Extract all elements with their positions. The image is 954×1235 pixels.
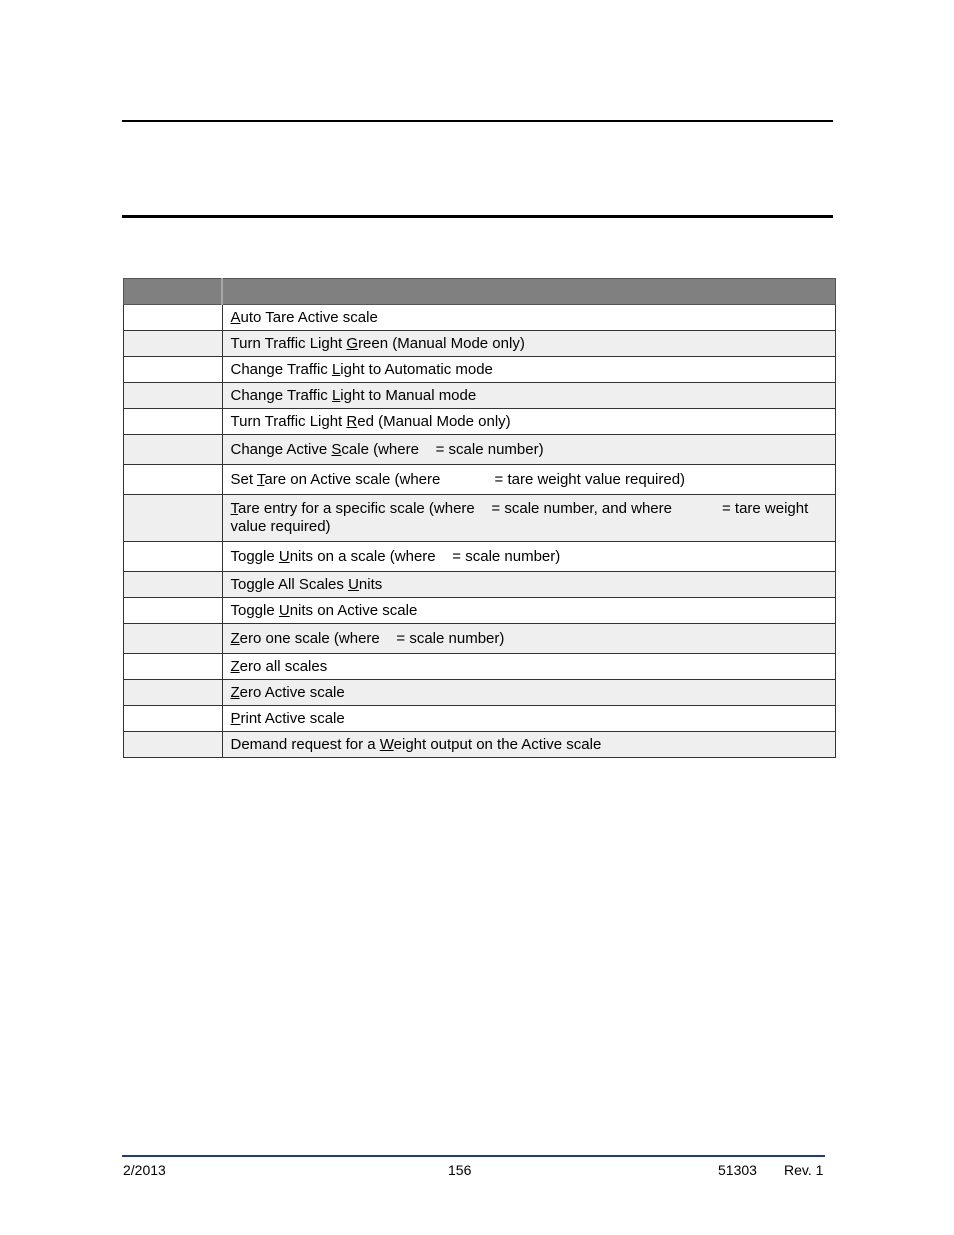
description-cell: Set Tare on Active scale (where = tare weight value required) bbox=[222, 465, 836, 495]
command-cell bbox=[124, 706, 223, 732]
table-header-row bbox=[124, 279, 836, 305]
table-row bbox=[124, 305, 836, 331]
description-cell: Zero one scale (where = scale number) bbox=[222, 624, 836, 654]
description-cell: Change Traffic Light to Manual mode bbox=[222, 383, 836, 409]
description-cell: Change Traffic Light to Automatic mode bbox=[222, 357, 836, 383]
footer-doc-number: 51303 bbox=[718, 1162, 757, 1178]
description-cell: Toggle Units on Active scale bbox=[222, 598, 836, 624]
table-row bbox=[124, 331, 836, 357]
table-row bbox=[124, 383, 836, 409]
footer-page-number: 156 bbox=[448, 1162, 472, 1178]
table-row bbox=[124, 495, 836, 542]
footer-date: 2/2013 bbox=[123, 1162, 166, 1178]
description-cell: Toggle All Scales Units bbox=[222, 572, 836, 598]
description-cell: Demand request for a Weight output on the Active scale bbox=[222, 732, 836, 758]
table-row bbox=[124, 624, 836, 654]
table-row bbox=[124, 654, 836, 680]
description-cell: Change Active Scale (where = scale number) bbox=[222, 435, 836, 465]
command-cell bbox=[124, 305, 223, 331]
command-cell bbox=[124, 495, 223, 542]
header-command bbox=[124, 279, 223, 305]
command-cell bbox=[124, 357, 223, 383]
header-rule-bottom bbox=[122, 215, 833, 218]
header-description bbox=[222, 279, 836, 305]
command-cell bbox=[124, 435, 223, 465]
table-row bbox=[124, 542, 836, 572]
command-cell bbox=[124, 680, 223, 706]
command-cell bbox=[124, 383, 223, 409]
command-cell bbox=[124, 542, 223, 572]
command-cell bbox=[124, 598, 223, 624]
table-row bbox=[124, 357, 836, 383]
table-row bbox=[124, 572, 836, 598]
header-rule-top bbox=[122, 120, 833, 122]
description-cell: Toggle Units on a scale (where = scale number) bbox=[222, 542, 836, 572]
table-row bbox=[124, 598, 836, 624]
table-row bbox=[124, 732, 836, 758]
command-cell bbox=[124, 409, 223, 435]
description-cell: Tare entry for a specific scale (where = scale number, and where = tare weight value required) bbox=[222, 495, 836, 542]
table-row bbox=[124, 435, 836, 465]
command-cell bbox=[124, 331, 223, 357]
command-cell bbox=[124, 732, 223, 758]
table-row bbox=[124, 706, 836, 732]
table-row bbox=[124, 409, 836, 435]
command-cell bbox=[124, 624, 223, 654]
command-cell bbox=[124, 654, 223, 680]
command-cell bbox=[124, 572, 223, 598]
description-cell: Zero Active scale bbox=[222, 680, 836, 706]
description-cell: Turn Traffic Light Red (Manual Mode only) bbox=[222, 409, 836, 435]
footer-rule bbox=[122, 1155, 825, 1157]
description-cell: Auto Tare Active scale bbox=[222, 305, 836, 331]
command-table bbox=[123, 278, 836, 758]
command-cell bbox=[124, 465, 223, 495]
table-row bbox=[124, 465, 836, 495]
description-cell: Turn Traffic Light Green (Manual Mode only) bbox=[222, 331, 836, 357]
description-cell: Zero all scales bbox=[222, 654, 836, 680]
footer-revision: Rev. 1 bbox=[784, 1162, 824, 1178]
description-cell: Print Active scale bbox=[222, 706, 836, 732]
table-row bbox=[124, 680, 836, 706]
